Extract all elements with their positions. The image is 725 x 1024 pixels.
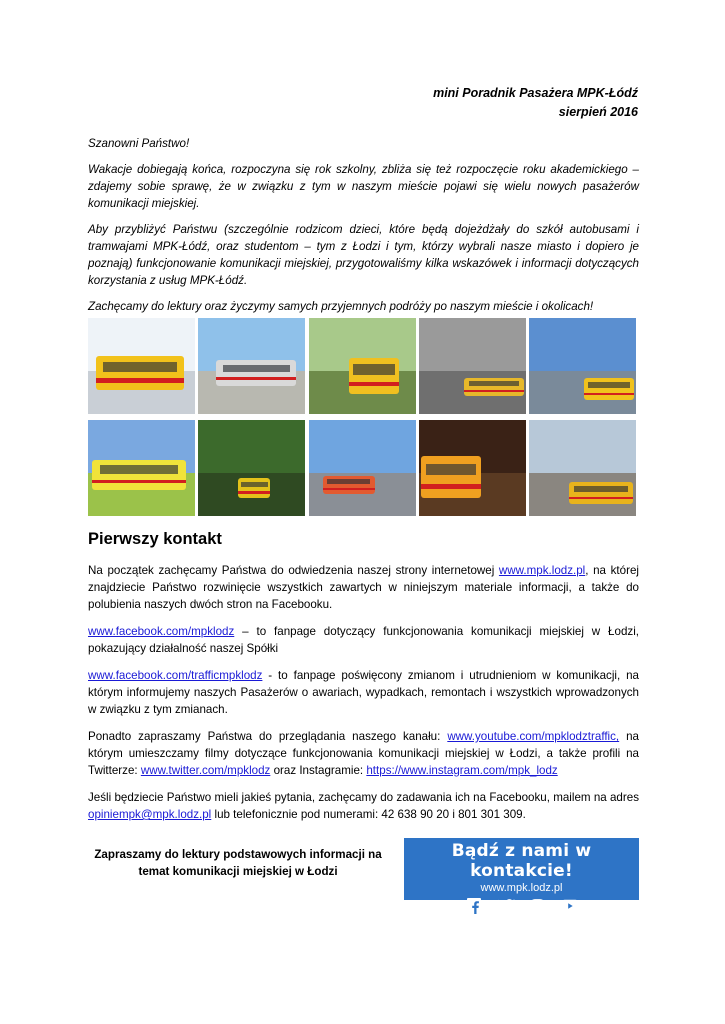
- email-link[interactable]: opiniempk@mpk.lodz.pl: [88, 808, 212, 821]
- tram-bus-photo: [88, 420, 195, 516]
- contact-section: [88, 562, 639, 833]
- instagram-link[interactable]: https://www.instagram.com/mpk_lodz: [366, 764, 558, 777]
- text: Na początek zachęcamy Państwa do odwiedzenia naszej strony internetowej: [88, 564, 499, 577]
- contact-paragraph-5: [88, 789, 639, 823]
- tram-bus-photo: [309, 318, 416, 414]
- text: - to fanpage poświęcony zmianom i utrudnieniom w komunikacji, na którym informujemy naszych Pasażerów o awariach, wypadkach, remontach i wszystkich wprowadzonych w związku z tym zmianach.: [88, 669, 639, 716]
- section-title: Pierwszy kontakt: [88, 530, 222, 548]
- text: lub telefonicznie pod numerami: 42 638 90 20 i 801 301 309.: [211, 808, 526, 821]
- text: Ponadto zapraszamy Państwa do przeglądania naszego kanału:: [88, 730, 448, 743]
- intro-paragraph-3: Zachęcamy do lektury oraz życzymy samych przyjemnych podróży po naszym mieście i okolicach!: [88, 300, 594, 313]
- tram-bus-photo: [419, 318, 526, 414]
- document-title: mini Poradnik Pasażera MPK-Łódź: [433, 86, 638, 100]
- greeting: Szanowni Państwo!: [88, 137, 190, 150]
- facebook-traffic-link[interactable]: www.facebook.com/trafficmpklodz: [88, 669, 263, 682]
- intro-paragraph-2: Aby przybliżyć Państwu (szczególnie rodzicom dzieci, które będą dojeżdżały do szkół autobusami i tramwajami MPK-Łódź, oraz studentom – tym z Łodzi i tym, którzy wybrali nasze miasto i dopiero je poznają) funkcjonowanie komunikacji miejskiej, przygotowaliśmy kilka wskazówek i informacji dotyczących korzystania z usług MPK-Łódź.: [88, 223, 639, 287]
- website-link[interactable]: www.mpk.lodz.pl: [498, 564, 586, 577]
- tram-bus-photo: [529, 318, 636, 414]
- text: Jeśli będziecie Państwo mieli jakieś pytania, zachęcamy do zadawania ich na Facebooku, mailem na adres: [88, 791, 639, 804]
- tram-bus-photo: [529, 420, 636, 516]
- twitter-icon[interactable]: [497, 898, 515, 914]
- tram-bus-photo: [419, 420, 526, 516]
- twitter-link[interactable]: www.twitter.com/mpklodz: [140, 764, 271, 777]
- text: na którym umieszczamy filmy dotyczące funkcjonowania komunikacji miejskiej w Łodzi, a także profili na Twitterze:: [88, 730, 639, 777]
- youtube-icon[interactable]: [561, 898, 579, 914]
- photo-grid: [88, 318, 636, 518]
- facebook-mpklodz-link[interactable]: www.facebook.com/mpklodz: [88, 625, 235, 638]
- text: , na której znajdziecie Państwo rozwinięcie wszystkich zawartych w niniejszym materiale informacji, a także do polubienia naszych dwóch stron na Facebooku.: [88, 564, 639, 611]
- document-header: [433, 84, 638, 122]
- contact-paragraph-2: [88, 623, 639, 657]
- tram-bus-photo: [198, 420, 305, 516]
- youtube-link[interactable]: www.youtube.com/mpklodztraffic,: [447, 730, 620, 743]
- contact-paragraph-1: [88, 562, 639, 613]
- contact-paragraph-4: [88, 728, 639, 779]
- tram-bus-photo: [88, 318, 195, 414]
- intro-section: [88, 135, 639, 324]
- text: oraz Instagramie:: [270, 764, 367, 777]
- banner-headline: Bądź z nami w kontakcie!: [451, 841, 592, 881]
- tram-bus-photo: [198, 318, 305, 414]
- social-icons: [404, 898, 639, 914]
- instagram-icon[interactable]: [529, 898, 547, 914]
- facebook-icon[interactable]: [465, 898, 483, 914]
- intro-paragraph-1: Wakacje dobiegają końca, rozpoczyna się rok szkolny, zbliża się też rozpoczęcie roku akademickiego – zdajemy sobie sprawę, że w związku z tym w naszym mieście pojawi się wielu nowych pasażerów komunikacji miejskiej.: [88, 163, 639, 210]
- document-date: sierpień 2016: [558, 105, 638, 119]
- invite-text: Zapraszamy do lektury podstawowych informacji na temat komunikacji miejskiej w Łodzi: [94, 848, 382, 878]
- banner-url: www.mpk.lodz.pl: [480, 882, 563, 894]
- contact-banner[interactable]: [404, 838, 639, 900]
- tram-bus-photo: [309, 420, 416, 516]
- contact-paragraph-3: [88, 667, 639, 718]
- text: – to fanpage dotyczący funkcjonowania komunikacji miejskiej w Łodzi, pokazujący działalność naszej Spółki: [88, 625, 639, 655]
